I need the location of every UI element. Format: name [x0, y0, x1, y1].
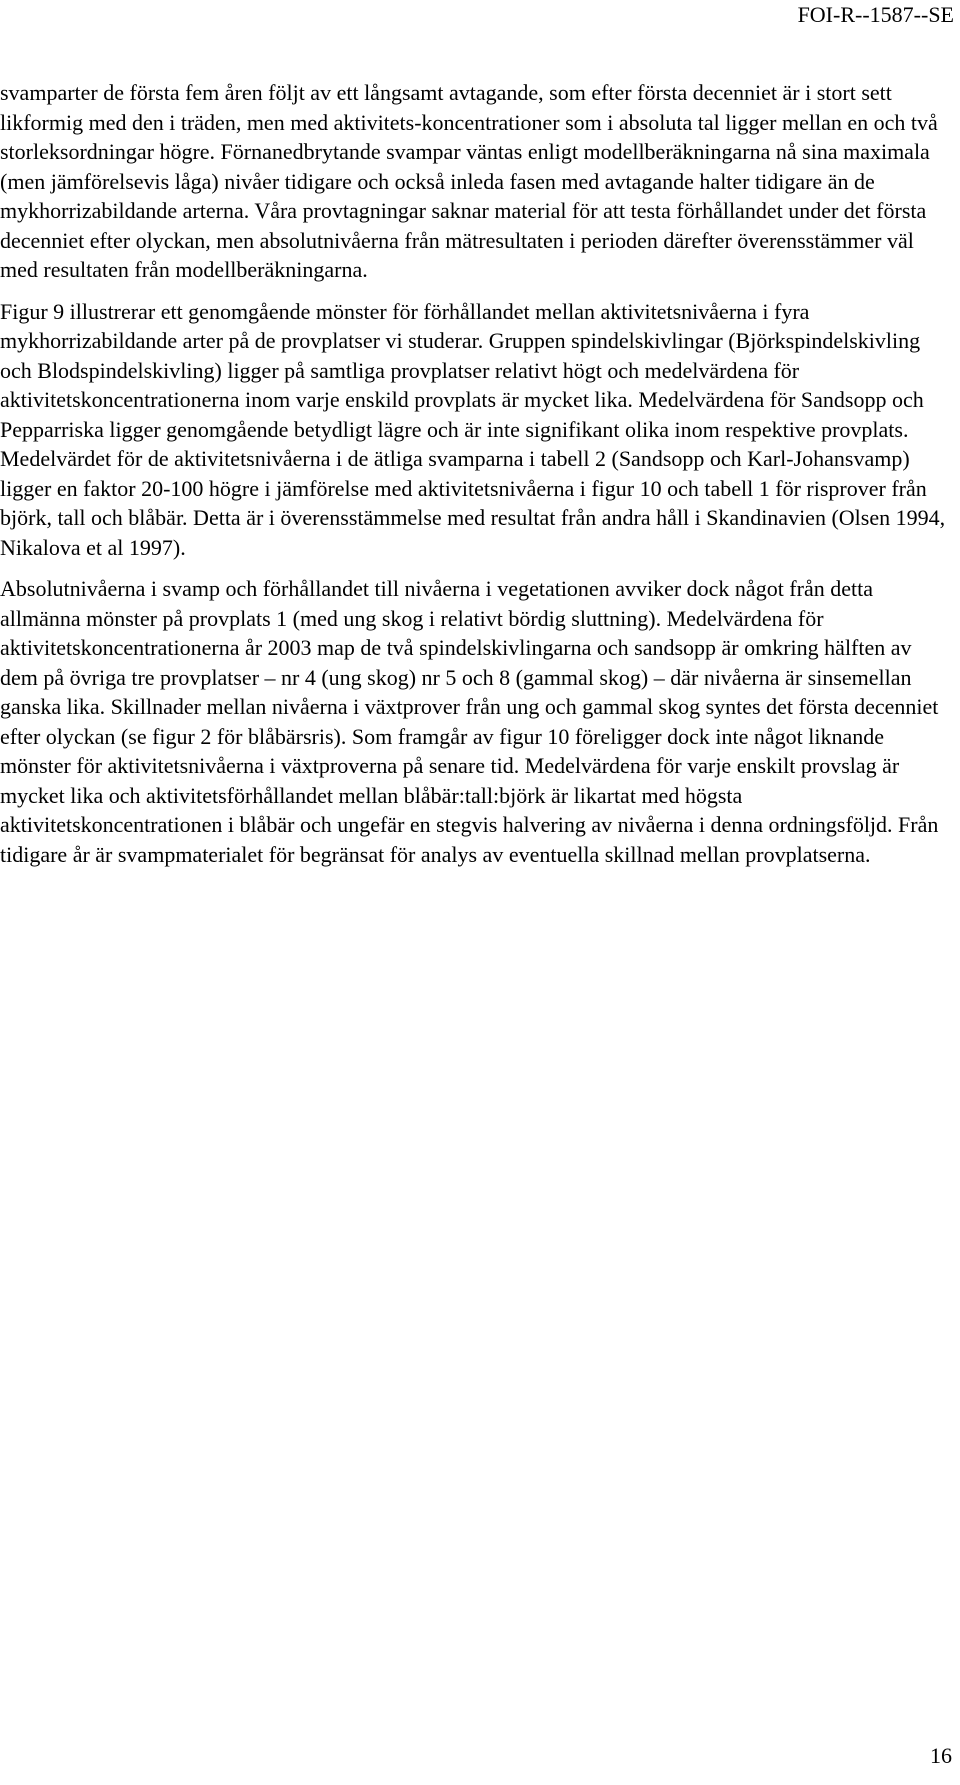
- paragraph-figure-9: Figur 9 illustrerar ett genomgående mönster för förhållandet mellan aktivitetsnivåerna i fyra mykhorrizabildande arter på de provplatser vi studerar. Gruppen spindelskivlingar (Björkspindelskivling och Blodspindelskivling) ligger på samtliga provplatser relativt högt och medelvärdena för aktivitetskoncentrationerna inom varje enskild provplats är mycket lika. Medelvärdena för Sandsopp och Pepparriska ligger genomgående betydligt lägre och är inte signifikant olika inom respektive provplats. Medelvärdet för de aktivitetsnivåerna i de ätliga svamparna i tabell 2 (Sandsopp och Karl-Johansvamp) ligger en faktor 20-100 högre i jämförelse med aktivitetsnivåerna i figur 10 och tabell 1 för risprover från björk, tall och blåbär. Detta är i överensstämmelse med resultat från andra håll i Skandinavien (Olsen 1994, Nikalova et al 1997).: [0, 298, 946, 560]
- report-id-header: FOI-R--1587--SE: [797, 2, 954, 27]
- page-number: 16: [930, 1743, 952, 1768]
- paragraph-absolute-levels: Absolutnivåerna i svamp och förhållandet till nivåerna i vegetationen avviker dock något från detta allmänna mönster på provplats 1 (med ung skog i relativt bördig sluttning). Medelvärdena för aktivitetskoncentrationerna år 2003 map de två spindelskivlingarna och sandsopp är omkring hälften av dem på övriga tre provplatser – nr 4 (ung skog) nr 5 och 8 (gammal skog) – där nivåerna är sinsemellan ganska lika. Skillnader mellan nivåerna i växtprover från ung och gammal skog syntes det första decenniet efter olyckan (se figur 2 för blåbärsris). Som framgår av figur 10 föreligger dock inte något liknande mönster för aktivitetsnivåerna i växtproverna på senare tid. Medelvärdena för varje enskilt provslag är mycket lika och aktivitetsförhållandet mellan blåbär:tall:björk är likartat med högsta aktivitetskoncentrationen i blåbär och ungefär en stegvis halvering av nivåerna i denna ordningsföljd. Från tidigare år är svampmaterialet för begränsat för analys av eventuella skillnad mellan provplatserna.: [0, 576, 939, 867]
- paragraph-fungi-model: svamparter de första fem åren följt av ett långsamt avtagande, som efter första decenniet är i stort sett likformig med den i träden, men med aktivitets-koncentrationer som i absoluta tal ligger mellan en och två storleksordningar högre. Förnanedbrytande svampar väntas enligt modellberäkningarna nå sina maximala (men jämförelsevis låga) nivåer tidigare och också inleda fasen med avtagande halter tidigare än de mykhorrizabildande arterna. Våra provtagningar saknar material för att testa förhållandet under det första decenniet efter olyckan, men absolutnivåerna från mätresultaten i perioden därefter överensstämmer väl med resultaten från modellberäkningarna.: [0, 80, 938, 282]
- document-body: [0, 78, 952, 881]
